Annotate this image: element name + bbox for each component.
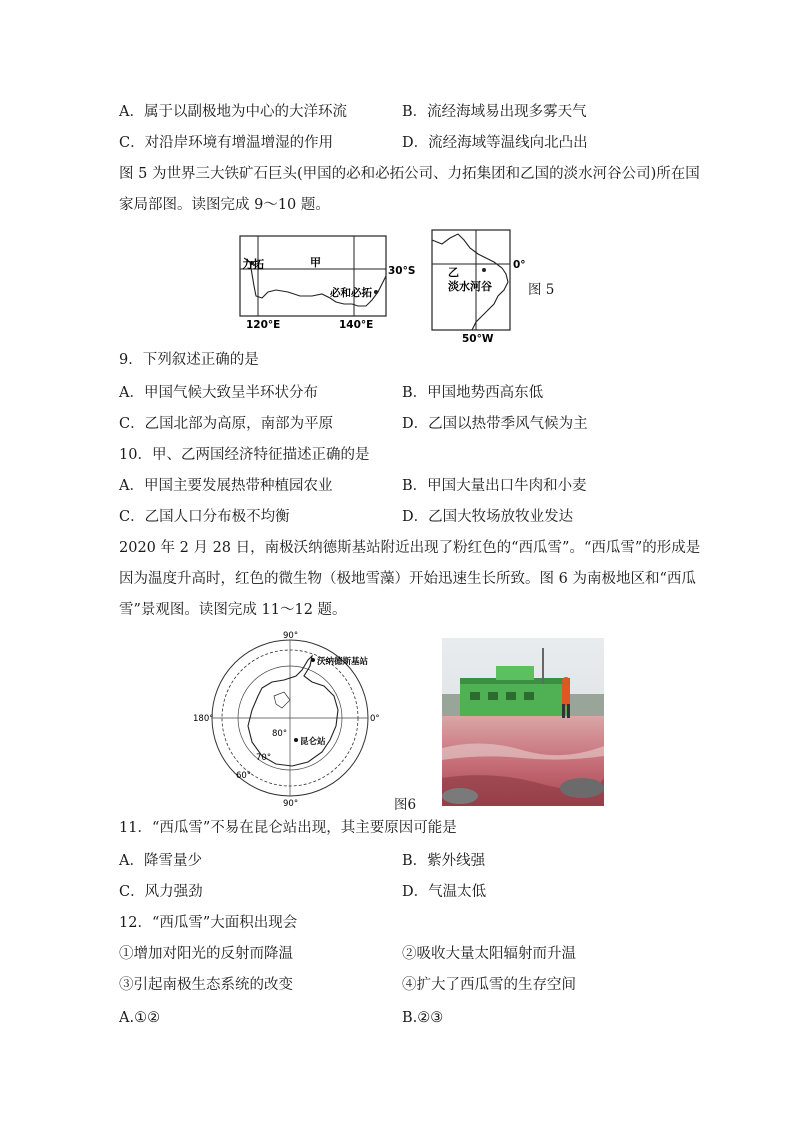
q8-option-b: B．流经海域易出现多雾天气 bbox=[402, 104, 587, 120]
q11-option-b: B．紫外线强 bbox=[402, 853, 486, 869]
q12-stem: 12．“西瓜雪”大面积出现会 bbox=[119, 915, 298, 931]
label-jia: 甲 bbox=[310, 256, 321, 269]
label-yi: 乙 bbox=[448, 266, 459, 279]
q9-option-d: D．乙国以热带季风气候为主 bbox=[402, 416, 588, 432]
label-140e: 140°E bbox=[339, 319, 374, 331]
intro-fig5-line1: 图 5 为世界三大铁矿石巨头(甲国的必和必拓公司、力拓集团和乙国的淡水河谷公司)所在国 bbox=[119, 166, 700, 182]
fig6-caption: 图6 bbox=[394, 797, 417, 813]
q11-stem: 11．“西瓜雪”不易在昆仑站出现，其主要原因可能是 bbox=[119, 820, 457, 836]
q9-option-c: C．乙国北部为高原，南部为平原 bbox=[119, 416, 334, 432]
q11-option-c: C．风力强劲 bbox=[119, 884, 203, 900]
station-vernadsky: 沃纳德斯基站 bbox=[317, 657, 369, 667]
intro-fig6-line2: 因为温度升高时，红色的微生物（极地雪藻）开始迅速生长所致。图 6 为南极地区和“西瓜 bbox=[119, 571, 696, 587]
q12-statement-3: ③引起南极生态系统的改变 bbox=[119, 977, 293, 993]
q12-option-b: B.②③ bbox=[402, 1010, 444, 1026]
station-kunlun: 昆仑站 bbox=[300, 737, 326, 747]
q10-option-a: A．甲国主要发展热带种植园农业 bbox=[119, 478, 333, 494]
intro-fig5-line2: 家局部图。读图完成 9～10 题。 bbox=[119, 197, 330, 213]
deg-80: 80° bbox=[272, 729, 288, 739]
q12-statement-2: ②吸收大量太阳辐射而升温 bbox=[402, 946, 576, 962]
fig5-caption: 图 5 bbox=[528, 282, 555, 298]
q12-statement-4: ④扩大了西瓜雪的生存空间 bbox=[402, 977, 576, 993]
deg-180: 180° bbox=[193, 714, 214, 724]
label-0deg: 0° bbox=[513, 259, 526, 271]
deg-0: 0° bbox=[370, 714, 380, 724]
q12-option-a: A.①② bbox=[119, 1010, 161, 1026]
q8-option-d: D．流经海域等温线向北凸出 bbox=[402, 135, 588, 151]
q8-option-c: C．对沿岸环境有增温增湿的作用 bbox=[119, 135, 334, 151]
q11-option-a: A．降雪量少 bbox=[119, 853, 202, 869]
q9-stem: 9．下列叙述正确的是 bbox=[119, 352, 259, 368]
q12-statement-1: ①增加对阳光的反射而降温 bbox=[119, 946, 293, 962]
q11-option-d: D．气温太低 bbox=[402, 884, 487, 900]
label-30s: 30°S bbox=[388, 265, 416, 277]
q9-option-b: B．甲国地势西高东低 bbox=[402, 385, 544, 401]
q10-stem: 10．甲、乙两国经济特征描述正确的是 bbox=[119, 447, 370, 463]
deg-90-top: 90° bbox=[283, 631, 299, 641]
label-vale: 淡水河谷 bbox=[448, 280, 492, 293]
deg-60: 60° bbox=[236, 771, 252, 781]
label-120e: 120°E bbox=[246, 319, 281, 331]
q8-option-a: A．属于以副极地为中心的大洋环流 bbox=[119, 104, 347, 120]
intro-fig6-line3: 雪”景观图。读图完成 11～12 题。 bbox=[119, 602, 347, 618]
q9-option-a: A．甲国气候大致呈半环状分布 bbox=[119, 385, 318, 401]
label-bhp: 必和必拓 bbox=[330, 287, 372, 299]
deg-70: 70° bbox=[256, 753, 272, 763]
label-50w: 50°W bbox=[462, 333, 494, 345]
label-rio-tinto: 力拓 bbox=[242, 258, 264, 271]
q10-option-d: D．乙国大牧场放牧业发达 bbox=[402, 509, 574, 525]
q10-option-b: B．甲国大量出口牛肉和小麦 bbox=[402, 478, 587, 494]
deg-90-bottom: 90° bbox=[283, 799, 299, 808]
intro-fig6-line1: 2020 年 2 月 28 日，南极沃纳德斯基站附近出现了粉红色的“西瓜雪”。“西瓜雪”的形成是 bbox=[119, 540, 701, 556]
watermelon-snow-photo bbox=[442, 638, 604, 806]
fig5-map-brazil bbox=[428, 226, 528, 346]
fig5-map-australia bbox=[236, 232, 426, 332]
fig6-antarctic-map bbox=[192, 630, 388, 808]
q10-option-c: C．乙国人口分布极不均衡 bbox=[119, 509, 290, 525]
